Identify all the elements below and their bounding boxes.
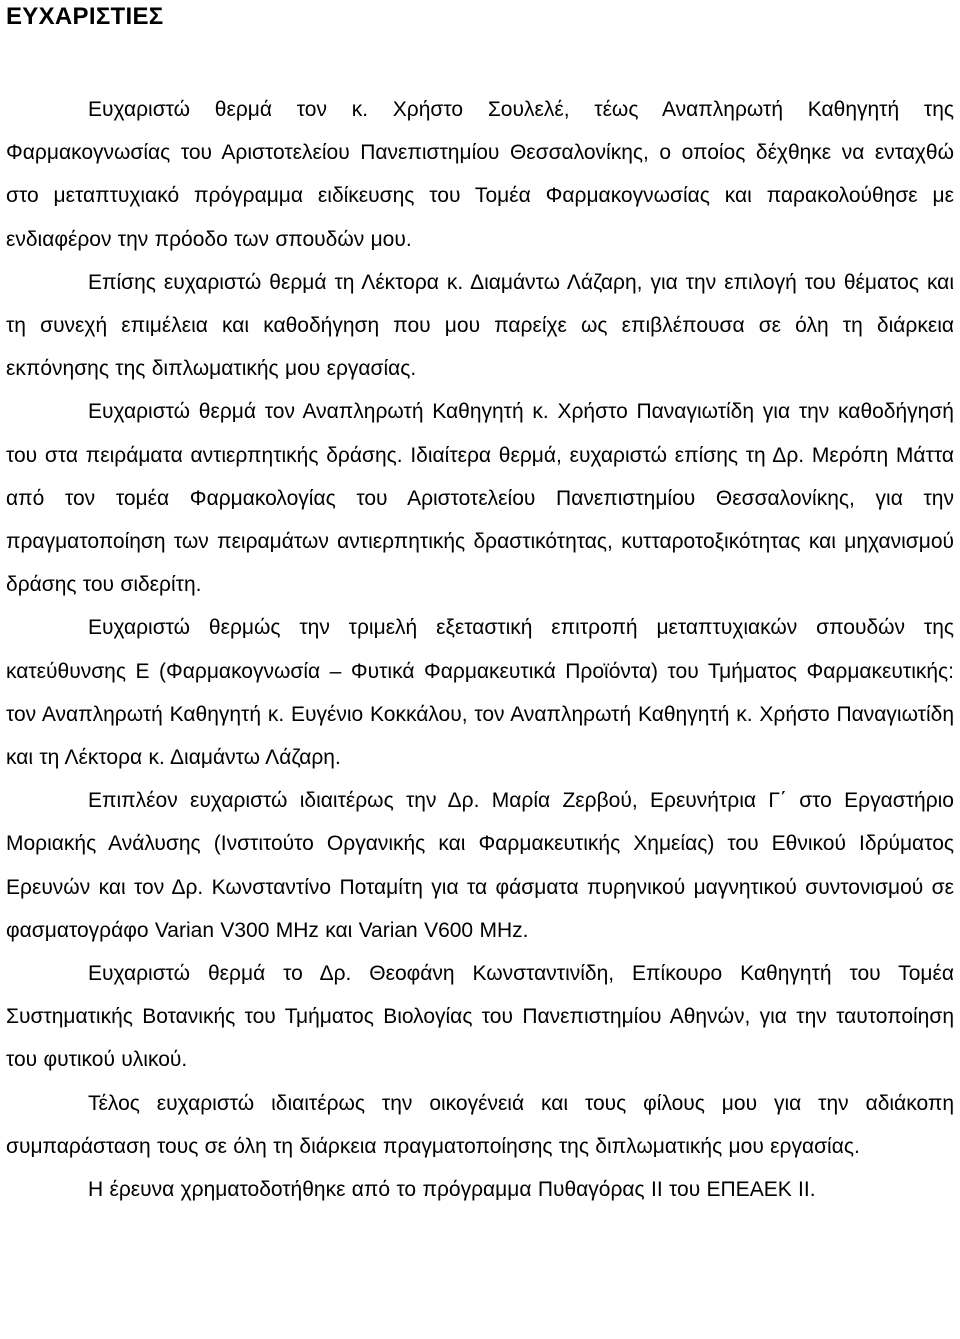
paragraph-supervisor-thanks: Ευχαριστώ θερμά τον κ. Χρήστο Σουλελέ, τέως Αναπληρωτή Καθηγητή της Φαρμακογνωσίας του Αριστοτελείου Πανεπιστημίου Θεσσαλονίκης, ο οποίος δέχθηκε να ενταχθώ στο μεταπτυχιακό πρόγραμμα ειδίκευσης του Τομέα Φαρμακογνωσίας και παρακολούθησε με ενδιαφέρον την πρόοδο των σπουδών μου. bbox=[6, 98, 954, 251]
paragraph-committee-thanks: Ευχαριστώ θερμώς την τριμελή εξεταστική επιτροπή μεταπτυχιακών σπουδών της κατεύθυνσης Ε (Φαρμακογνωσία – Φυτικά Φαρμακευτικά Προϊόντα) του Τμήματος Φαρμακευτικής: τον Αναπληρωτή Καθηγητή κ. Ευγένιο Κοκκάλου, τον Αναπληρωτή Καθηγητή κ. Χρήστο Παναγιωτίδη και τη Λέκτορα κ. Διαμάντω Λάζαρη. bbox=[6, 616, 954, 770]
paragraph-antiherpetic-thanks: Ευχαριστώ θερμά τον Αναπληρωτή Καθηγητή κ. Χρήστο Παναγιωτίδη για την καθοδήγησή του στα πειράματα αντιερπητικής δράσης. Ιδιαίτερα θερμά, ευχαριστώ επίσης τη Δρ. Μερόπη Μάττα από τον τομέα Φαρμακολογίας του Αριστοτελείου Πανεπιστημίου Θεσσαλονίκης, για την πραγματοποίηση των πειραμάτων αντιερπητικής δραστικότητας, κυτταροτοξικότητας και μηχανισμού δράσης του σιδερίτη. bbox=[6, 400, 954, 597]
paragraph-family-thanks: Τέλος ευχαριστώ ιδιαιτέρως την οικογένειά και τους φίλους μου για την αδιάκοπη συμπαράσταση τους σε όλη τη διάρκεια πραγματοποίησης της διπλωματικής μου εργασίας. bbox=[6, 1091, 954, 1158]
paragraph-funding-note: Η έρευνα χρηματοδοτήθηκε από το πρόγραμμα Πυθαγόρας ΙΙ του ΕΠΕΑΕΚ ΙΙ. bbox=[88, 1178, 816, 1202]
document-page bbox=[6, 0, 954, 1211]
paragraph-lecturer-thanks: Επίσης ευχαριστώ θερμά τη Λέκτορα κ. Διαμάντω Λάζαρη, για την επιλογή του θέματος και τη συνεχή επιμέλεια και καθοδήγηση που μου παρείχε ως επιβλέπουσα σε όλη τη διάρκεια εκπόνησης της διπλωματικής μου εργασίας. bbox=[6, 270, 954, 381]
page-title: ΕΥΧΑΡΙΣΤΙΕΣ bbox=[6, 3, 164, 30]
paragraph-botany-thanks: Ευχαριστώ θερμά το Δρ. Θεοφάνη Κωνσταντινίδη, Επίκουρο Καθηγητή του Τομέα Συστηματικής Βοτανικής του Τμήματος Βιολογίας του Πανεπιστημίου Αθηνών, για την ταυτοποίηση του φυτικού υλικού. bbox=[6, 962, 954, 1072]
paragraph-nmr-thanks: Επιπλέον ευχαριστώ ιδιαιτέρως την Δρ. Μαρία Ζερβού, Ερευνήτρια Γ΄ στο Εργαστήριο Μοριακής Ανάλυσης (Ινστιτούτο Οργανικής και Φαρμακευτικής Χημείας) του Εθνικού Ιδρύματος Ερευνών και τον Δρ. Κωνσταντίνο Ποταμίτη για τα φάσματα πυρηνικού μαγνητικού συντονισμού σε φασματογράφο Varian V300 MHz και Varian V600 MHz. bbox=[6, 789, 954, 942]
acknowledgements-body bbox=[6, 88, 954, 1211]
